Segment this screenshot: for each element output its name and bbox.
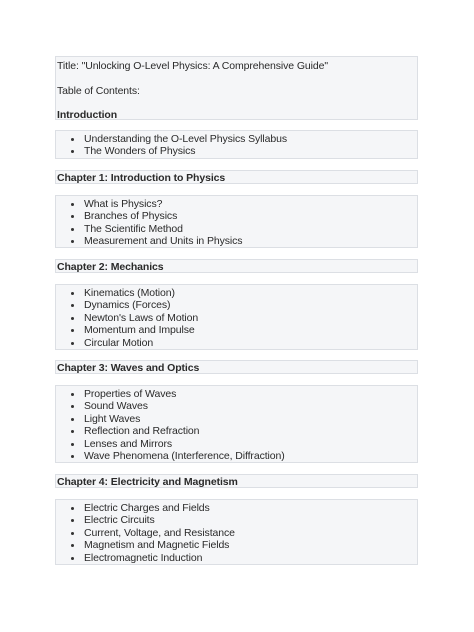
list-item: What is Physics? [56, 198, 417, 210]
chapter-1-list [55, 195, 418, 248]
chapter-2-heading: Chapter 2: Mechanics [55, 259, 418, 273]
list-item: Kinematics (Motion) [56, 287, 417, 299]
list-item: Dynamics (Forces) [56, 299, 417, 311]
list-item: Properties of Waves [56, 388, 417, 400]
list-item: Light Waves [56, 413, 417, 425]
list-item: The Wonders of Physics [56, 145, 417, 157]
list-item: Sound Waves [56, 400, 417, 412]
document-header [55, 56, 418, 120]
list-item: The Scientific Method [56, 223, 417, 235]
toc-label: Table of Contents: [57, 84, 140, 97]
list-item: Electromagnetic Induction [56, 552, 417, 564]
chapter-1-heading: Chapter 1: Introduction to Physics [55, 170, 418, 184]
list-item: Circular Motion [56, 337, 417, 349]
chapter-3-heading: Chapter 3: Waves and Optics [55, 360, 418, 374]
chapter-4-list [55, 499, 418, 565]
chapter-3-list [55, 385, 418, 463]
list-item: Understanding the O-Level Physics Syllabus [56, 133, 417, 145]
list-item: Electric Charges and Fields [56, 502, 417, 514]
list-item: Branches of Physics [56, 210, 417, 222]
chapter-4-heading: Chapter 4: Electricity and Magnetism [55, 474, 418, 488]
intro-list [55, 130, 418, 159]
intro-heading: Introduction [57, 109, 118, 121]
list-item: Momentum and Impulse [56, 324, 417, 336]
list-item: Measurement and Units in Physics [56, 235, 417, 247]
document-title: Title: "Unlocking O-Level Physics: A Comprehensive Guide" [57, 60, 328, 72]
chapter-2-list [55, 284, 418, 350]
list-item: Current, Voltage, and Resistance [56, 527, 417, 539]
list-item: Lenses and Mirrors [56, 438, 417, 450]
list-item: Magnetism and Magnetic Fields [56, 539, 417, 551]
list-item: Reflection and Refraction [56, 425, 417, 437]
list-item: Electric Circuits [56, 514, 417, 526]
list-item: Newton's Laws of Motion [56, 312, 417, 324]
list-item: Wave Phenomena (Interference, Diffraction) [56, 450, 417, 462]
